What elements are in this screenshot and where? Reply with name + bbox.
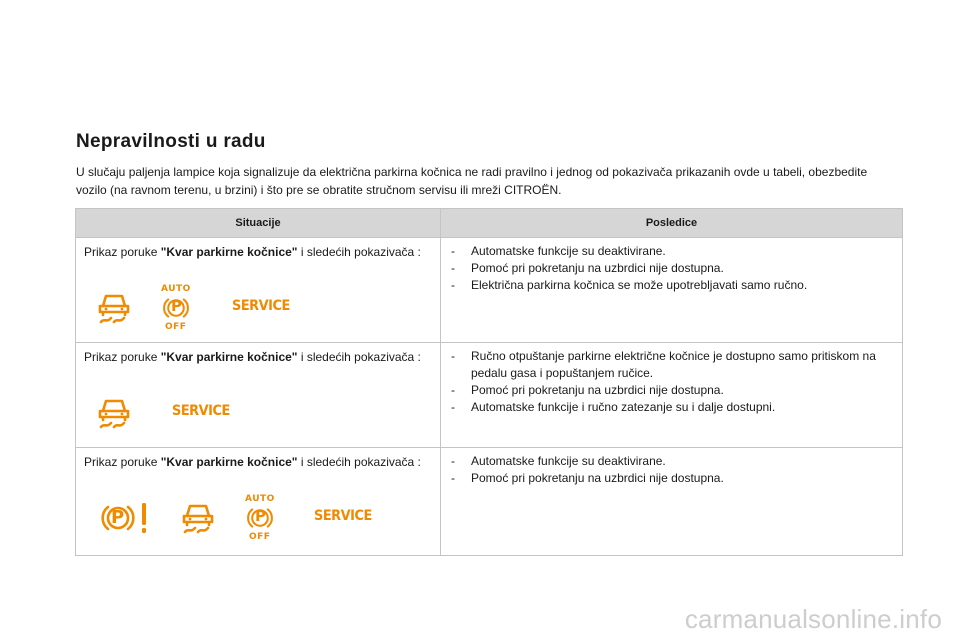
consequences-list bbox=[441, 238, 902, 294]
consequences-list bbox=[441, 448, 902, 487]
consequences-cell bbox=[441, 238, 903, 343]
table-header-row bbox=[76, 209, 903, 238]
parking-brake-fault-icon: P bbox=[100, 500, 152, 536]
list-item: - Ručno otpuštanje parkirne električne kočnice je dostupno samo pritiskom na pedalu gasa i popuštanjem ručice. bbox=[451, 348, 894, 382]
table-row bbox=[76, 448, 903, 556]
list-item: - Automatske funkcije i ručno zatezanje su i dalje dostupni. bbox=[451, 399, 894, 416]
situation-text: Prikaz poruke "Kvar parkirne kočnice" i sledećih pokazivača : bbox=[84, 245, 421, 259]
page-title: Nepravilnosti u radu bbox=[76, 131, 266, 152]
service-icon: SERVICE bbox=[232, 298, 290, 314]
service-icon: SERVICE bbox=[172, 403, 230, 419]
warning-message: "Kvar parkirne kočnice" bbox=[160, 245, 298, 259]
list-item: - Automatske funkcije su deaktivirane. bbox=[451, 453, 894, 470]
list-item: - Električna parkirna kočnica se može upotrebljavati samo ručno. bbox=[451, 277, 894, 294]
consequences-cell bbox=[441, 343, 903, 448]
list-item: - Pomoć pri pokretanju na uzbrdici nije dostupna. bbox=[451, 260, 894, 277]
warning-message: "Kvar parkirne kočnice" bbox=[160, 455, 298, 469]
skid-warning-icon bbox=[180, 500, 216, 536]
auto-p-off-icon: AUTO P OFF bbox=[161, 284, 191, 332]
warning-message: "Kvar parkirne kočnice" bbox=[160, 350, 298, 364]
intro-paragraph: U slučaju paljenja lampice koja signalizuje da električna parkirna kočnica ne radi pravilno i jednog od pokazivača prikazanih ovde u tabeli, obezbedite vozilo (na ravnom terenu, u brzini) i što pre se obratite stručnom servisu ili mreži CITROËN. bbox=[76, 165, 868, 197]
consequences-cell bbox=[441, 448, 903, 556]
list-item: - Pomoć pri pokretanju na uzbrdici nije dostupna. bbox=[451, 470, 894, 487]
table-row bbox=[76, 343, 903, 448]
issues-table bbox=[75, 208, 903, 556]
situation-cell bbox=[76, 343, 441, 448]
situation-text: Prikaz poruke "Kvar parkirne kočnice" i sledećih pokazivača : bbox=[84, 455, 421, 469]
service-icon: SERVICE bbox=[314, 508, 372, 524]
skid-warning-icon bbox=[96, 395, 132, 431]
situation-cell bbox=[76, 448, 441, 556]
list-item: - Automatske funkcije su deaktivirane. bbox=[451, 243, 894, 260]
skid-warning-icon bbox=[96, 290, 132, 326]
situation-cell bbox=[76, 238, 441, 343]
header-situations: Situacije bbox=[76, 209, 441, 238]
header-consequences: Posledice bbox=[441, 209, 903, 238]
list-item: - Pomoć pri pokretanju na uzbrdici nije dostupna. bbox=[451, 382, 894, 399]
watermark: carmanualsonline.info bbox=[684, 604, 942, 634]
table-row bbox=[76, 238, 903, 343]
consequences-list bbox=[441, 343, 902, 416]
situation-text: Prikaz poruke "Kvar parkirne kočnice" i sledećih pokazivača : bbox=[84, 350, 421, 364]
auto-p-off-icon: AUTO P OFF bbox=[245, 494, 275, 542]
